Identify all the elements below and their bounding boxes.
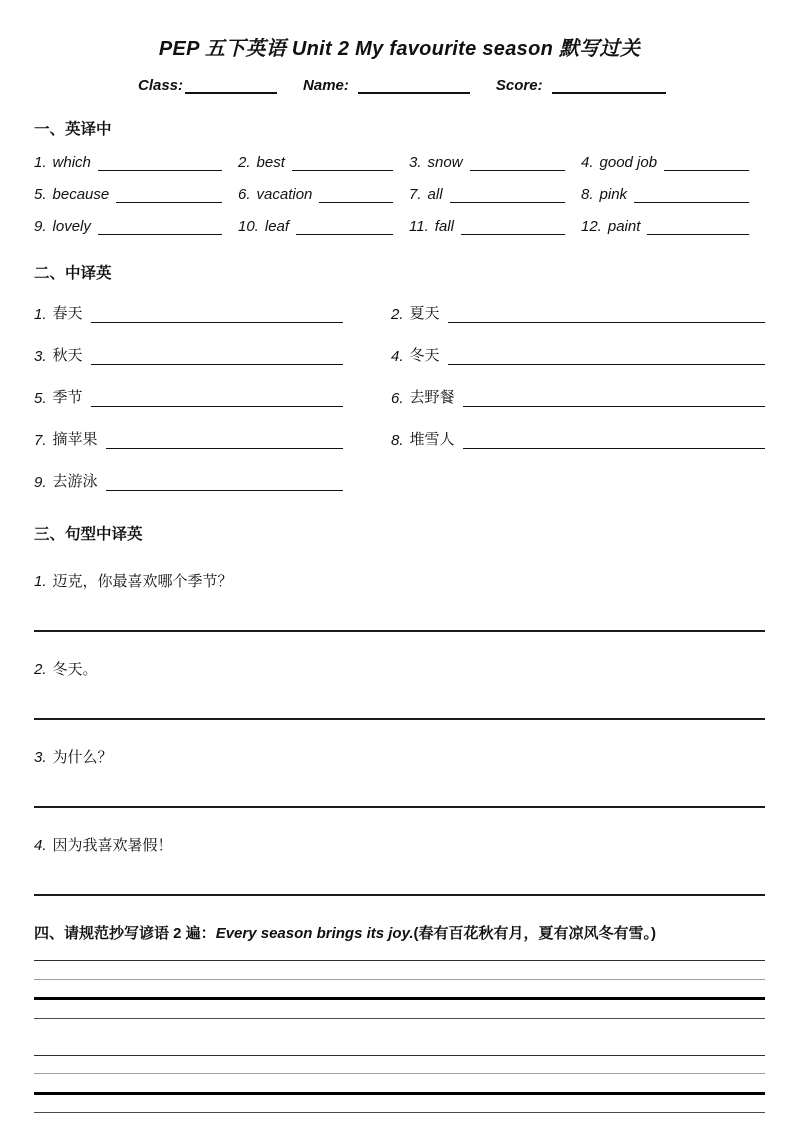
answer-line: [34, 718, 765, 720]
item-blank: [98, 156, 222, 171]
item-number: 2.: [391, 306, 404, 323]
proverb-chinese-note: (春有百花秋有月，夏有凉风冬有雪。): [413, 925, 657, 942]
word-item: [409, 184, 581, 203]
answer-line: [34, 806, 765, 808]
word-item: [581, 184, 765, 203]
item-word: which: [52, 154, 91, 171]
item-word: because: [52, 186, 110, 203]
item-word: paint: [607, 218, 641, 235]
word-item: [409, 152, 581, 171]
sentence-text: 因为我喜欢暑假！: [52, 837, 173, 854]
item-number: 11.: [409, 218, 429, 235]
writing-line: [34, 1018, 765, 1019]
item-word: vacation: [256, 186, 313, 203]
item-number: 9.: [34, 218, 47, 235]
section-2-heading: 二、中译英: [34, 265, 112, 282]
page-title: PEP 五下英语 Unit 2 My favourite season 默写过关: [158, 38, 641, 60]
item-blank: [296, 220, 393, 235]
item-number: 8.: [581, 186, 594, 203]
item-blank: [448, 350, 765, 365]
score-blank: [552, 78, 666, 94]
word-item: [238, 216, 409, 235]
item-blank: [91, 350, 343, 365]
item-number: 6.: [391, 390, 404, 407]
item-number: 3.: [34, 749, 47, 766]
answer-line: [34, 894, 765, 896]
item-number: 7.: [409, 186, 422, 203]
item-blank: [116, 188, 222, 203]
item-number: 8.: [391, 432, 404, 449]
word-item: [391, 304, 765, 323]
item-blank: [461, 220, 565, 235]
word-item: [409, 216, 581, 235]
item-word: 秋天: [52, 347, 83, 364]
item-blank: [91, 392, 343, 407]
class-label: Class:: [138, 77, 184, 94]
section-1-heading: 一、英译中: [34, 121, 112, 138]
item-word: 堆雪人: [409, 431, 455, 448]
sentence-text: 迈克，你最喜欢哪个季节？: [52, 573, 233, 590]
answer-line: [34, 630, 765, 632]
word-item: [391, 430, 765, 449]
item-word: good job: [599, 154, 658, 171]
word-item: [34, 388, 391, 407]
writing-line: [34, 979, 765, 980]
item-word: lovely: [52, 218, 91, 235]
item-number: 4.: [581, 154, 594, 171]
section-2-word-grid: [34, 304, 765, 491]
section-3-heading: 三、句型中译英: [34, 526, 143, 543]
copy-lines-group-2: [34, 1055, 765, 1114]
item-word: all: [427, 186, 443, 203]
item-number: 1.: [34, 573, 47, 590]
writing-line: [34, 1112, 765, 1113]
sentence-item: [34, 658, 765, 677]
item-word: 春天: [52, 305, 83, 322]
item-blank: [91, 308, 343, 323]
item-word: pink: [599, 186, 628, 203]
word-item: [34, 430, 391, 449]
item-number: 3.: [34, 348, 47, 365]
word-item: [34, 304, 391, 323]
item-number: 10.: [238, 218, 259, 235]
word-item: [581, 216, 765, 235]
item-word: 去游泳: [52, 473, 98, 490]
section-4-heading: [34, 922, 765, 943]
section-4-heading-prefix: 四、请规范抄写谚语 2 遍：: [34, 925, 216, 942]
item-blank: [319, 188, 393, 203]
item-number: 6.: [238, 186, 251, 203]
writing-line: [34, 1055, 765, 1056]
item-blank: [106, 476, 343, 491]
score-label: Score:: [495, 77, 543, 94]
name-label: Name:: [303, 77, 349, 94]
header-fields-row: [138, 77, 765, 94]
item-word: best: [256, 154, 285, 171]
sentence-text: 为什么？: [52, 749, 113, 766]
score-field: [496, 77, 666, 94]
item-blank: [647, 220, 749, 235]
word-item: [34, 184, 238, 203]
proverb-english: Every season brings its joy.: [215, 925, 414, 942]
word-item: [238, 184, 409, 203]
item-word: 冬天: [409, 347, 440, 364]
writing-line: [34, 960, 765, 961]
copy-lines-group-1: [34, 960, 765, 1019]
item-number: 4.: [391, 348, 404, 365]
item-blank: [634, 188, 749, 203]
word-item: [391, 388, 765, 407]
sentence-item: [34, 746, 765, 765]
item-word: fall: [434, 218, 454, 235]
word-item: [238, 152, 409, 171]
item-number: 5.: [34, 186, 47, 203]
item-number: 1.: [34, 306, 47, 323]
sentence-item: [34, 570, 765, 589]
word-item: [34, 472, 391, 491]
item-blank: [463, 434, 765, 449]
item-word: 季节: [52, 389, 83, 406]
word-item: [581, 152, 765, 171]
name-field: [303, 77, 470, 94]
item-word: 夏天: [409, 305, 440, 322]
item-word: snow: [427, 154, 463, 171]
item-blank: [664, 156, 749, 171]
writing-line: [34, 1092, 765, 1095]
item-blank: [470, 156, 565, 171]
word-item: [34, 216, 238, 235]
item-word: 去野餐: [409, 389, 455, 406]
item-number: 9.: [34, 474, 47, 491]
sentence-text: 冬天。: [52, 661, 98, 678]
item-word: leaf: [264, 218, 290, 235]
name-blank: [358, 78, 470, 94]
item-number: 2.: [238, 154, 251, 171]
item-blank: [98, 220, 222, 235]
item-blank: [106, 434, 343, 449]
item-word: 摘苹果: [52, 431, 98, 448]
sentence-item: [34, 834, 765, 853]
writing-line: [34, 1073, 765, 1074]
item-blank: [450, 188, 565, 203]
word-item: [34, 346, 391, 365]
item-number: 2.: [34, 661, 47, 678]
item-number: 3.: [409, 154, 422, 171]
word-item: [34, 152, 238, 171]
class-blank: [185, 78, 277, 94]
section-1-word-grid: [34, 152, 765, 235]
item-number: 12.: [581, 218, 602, 235]
item-number: 1.: [34, 154, 47, 171]
item-number: 5.: [34, 390, 47, 407]
writing-line: [34, 997, 765, 1000]
item-blank: [448, 308, 765, 323]
item-blank: [292, 156, 393, 171]
item-number: 7.: [34, 432, 47, 449]
class-field: [138, 77, 277, 94]
item-blank: [463, 392, 765, 407]
item-number: 4.: [34, 837, 47, 854]
word-item: [391, 346, 765, 365]
